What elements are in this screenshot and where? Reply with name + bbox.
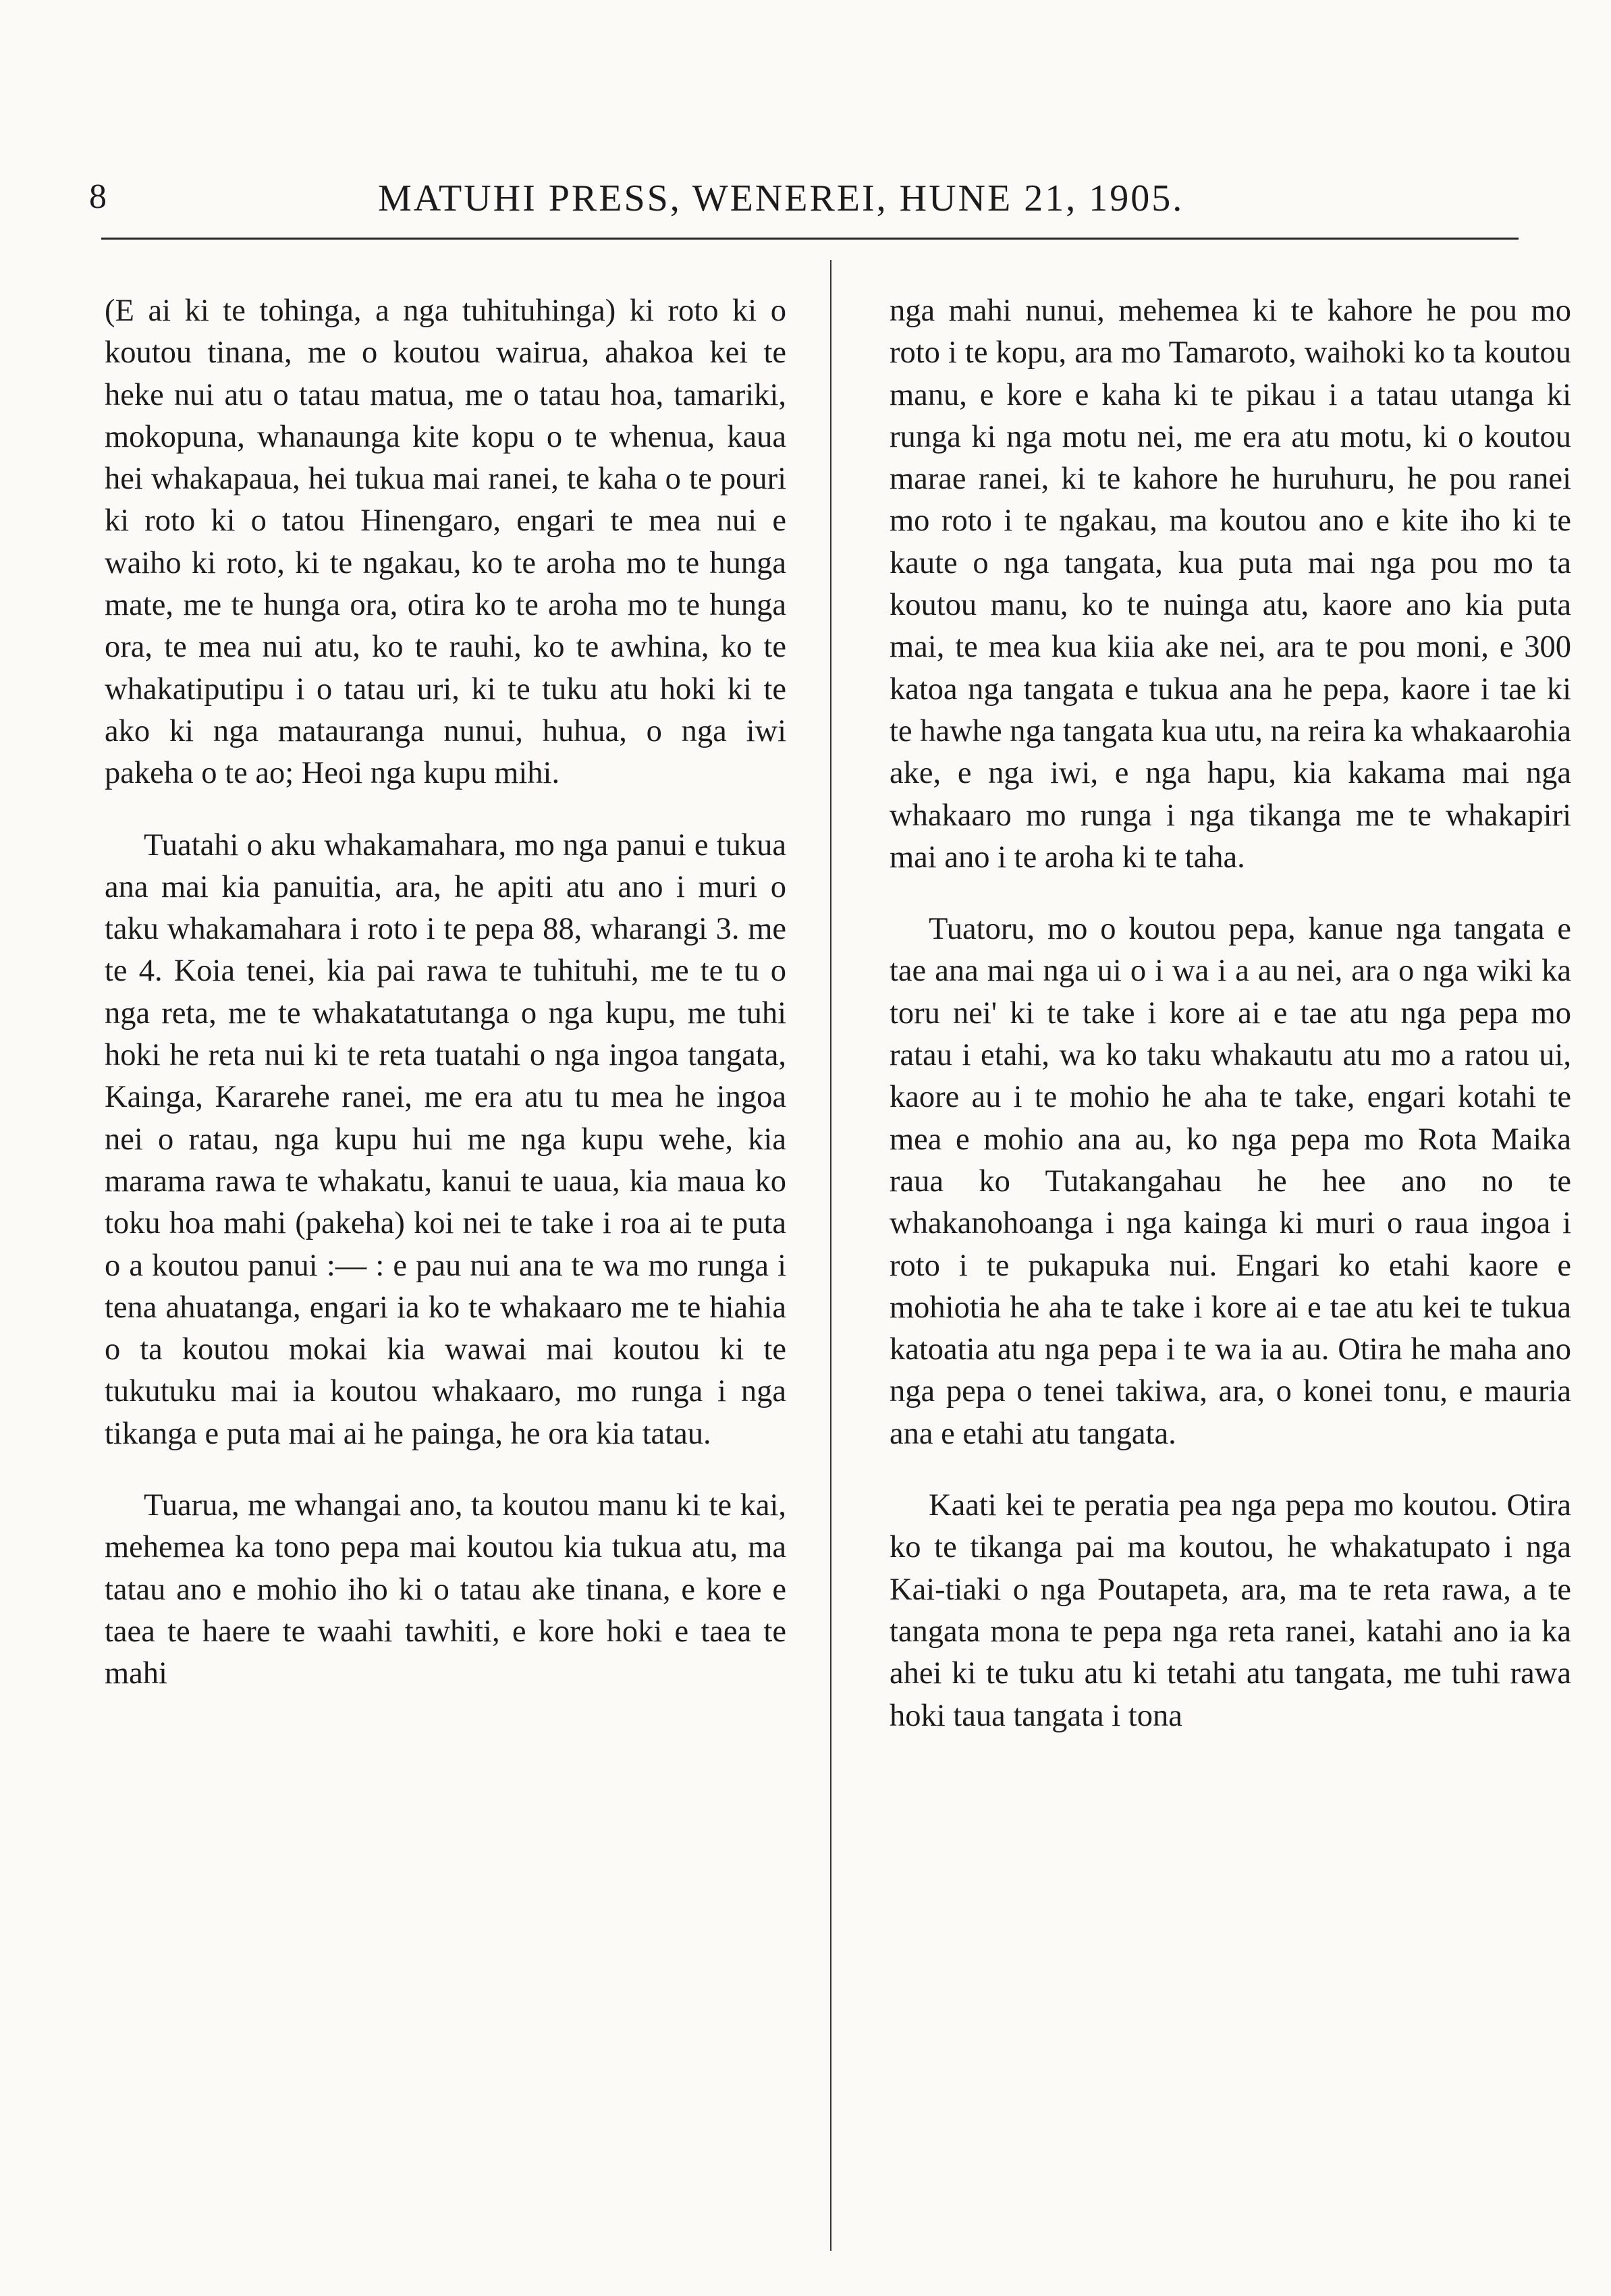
left-column bbox=[105, 290, 786, 1725]
header-rule bbox=[101, 238, 1519, 240]
paragraph: Tuarua, me whangai ano, ta koutou manu ki te kai, mehemea ka tono pepa mai koutou kia tukua atu, ma tatau ano e mohio iho ki o tatau ake tinana, e kore e taea te haere te waahi tawhiti, e kore hoki e taea te mahi bbox=[105, 1488, 786, 1691]
right-column bbox=[890, 290, 1571, 1767]
paragraph: Kaati kei te peratia pea nga pepa mo koutou. Otira ko te tikanga pai ma koutou, he whakatupato i nga Kai-tiaki o nga Poutapeta, ara, ma te reta rawa, a te tangata mona te pepa nga reta ranei, katahi ano ia ka ahei ki te tuku atu ki tetahi atu tangata, me tuhi rawa hoki taua tangata i tona bbox=[890, 1488, 1571, 1733]
column-divider bbox=[830, 260, 831, 2251]
paragraph: Tuatoru, mo o koutou pepa, kanue nga tangata e tae ana mai nga ui o i wa i a au nei, ara o nga wiki ka toru nei' ki te take i kore ai e tae atu nga pepa mo ratau i etahi, wa ko taku whakautu atu mo a ratou ui, kaore au i te mohio he aha te take, engari kotahi te mea e mohio ana au, ko nga pepa mo Rota Maika raua ko Tutakangahau he hee ano no te whakanohoanga i nga kainga ki muri o raua ingoa i roto i te pukapuka nui. Engari ko etahi kaore e mohiotia he aha te take i kore ai e tae atu kei te tukua katoatia atu nga pepa i te wa ia au. Otira he maha ano nga pepa o tenei takiwa, ara, o konei tonu, e mauria ana e etahi atu tangata. bbox=[890, 912, 1571, 1451]
paragraph: Tuatahi o aku whakamahara, mo nga panui e tukua ana mai kia panuitia, ara, he apiti atu ano i muri o taku whakamahara i roto i te pepa 88, wharangi 3. me te 4. Koia tenei, kia pai rawa te tuhituhi, me te tu o nga reta, me te whakatatutanga o nga kupu, me tuhi hoki he reta nui ki te reta tuatahi o nga ingoa tangata, Kainga, Kararehe ranei, me era atu tu mea he ingoa nei o ratau, nga kupu hui me nga kupu wehe, kia marama rawa te whakatu, kanui te uaua, kia maua ko toku hoa mahi (pakeha) koi nei te take i roa ai te puta o a koutou panui :— : e pau nui ana te wa mo runga i tena ahuatanga, engari ia ko te whakaaro me te hiahia o ta koutou mokai kia wawai mai koutou ki te tukutuku mai ia koutou whakaaro, mo runga i nga tikanga e puta mai ai he painga, he ora kia tatau. bbox=[105, 827, 786, 1451]
paragraph: nga mahi nunui, mehemea ki te kahore he pou mo roto i te kopu, ara mo Tamaroto, waihoki ko ta koutou manu, e kore e kaha ki te pikau i a tatau utanga ki runga ki nga motu nei, me era atu motu, ki o koutou marae ranei, ki te kahore he huruhuru, he pou ranei mo roto i te ngakau, ma koutou ano e kite iho ki te kaute o nga tangata, kua puta mai nga pou mo ta koutou manu, ko te nuinga atu, kaore ano kia puta mai, te mea kua kiia ake nei, ara te pou moni, e 300 katoa nga tangata e tukua ana he pepa, kaore i tae ki te hawhe nga tangata kua utu, na reira ka whakaarohia ake, e nga iwi, e nga hapu, kia kakama mai nga whakaaro mo runga i nga tikanga me te whakapiri mai ano i te aroha ki te taha. bbox=[890, 294, 1571, 875]
newspaper-masthead: MATUHI PRESS, WENEREI, HUNE 21, 1905. bbox=[378, 177, 1184, 219]
page-number: 8 bbox=[89, 177, 107, 216]
paragraph: (E ai ki te tohinga, a nga tuhituhinga) ki roto ki o koutou tinana, me o koutou wairua, ahakoa kei te heke nui atu o tatau matua, me o tatau hoa, tamariki, mokopuna, whanaunga kite kopu o te whenua, kaua hei whakapaua, hei tukua mai ranei, te kaha o te pouri ki roto ki o tatou Hinengaro, engari te mea nui e waiho ki roto, ki te ngakau, ko te aroha mo te hunga mate, me te hunga ora, otira ko te aroha mo te hunga ora, te mea nui atu, ko te rauhi, ko te awhina, ko te whakatiputipu i o tatau uri, ki te tuku atu hoki ki te ako ki nga matauranga nunui, huhua, o nga iwi pakeha o te ao; Heoi nga kupu mihi. bbox=[105, 294, 786, 791]
